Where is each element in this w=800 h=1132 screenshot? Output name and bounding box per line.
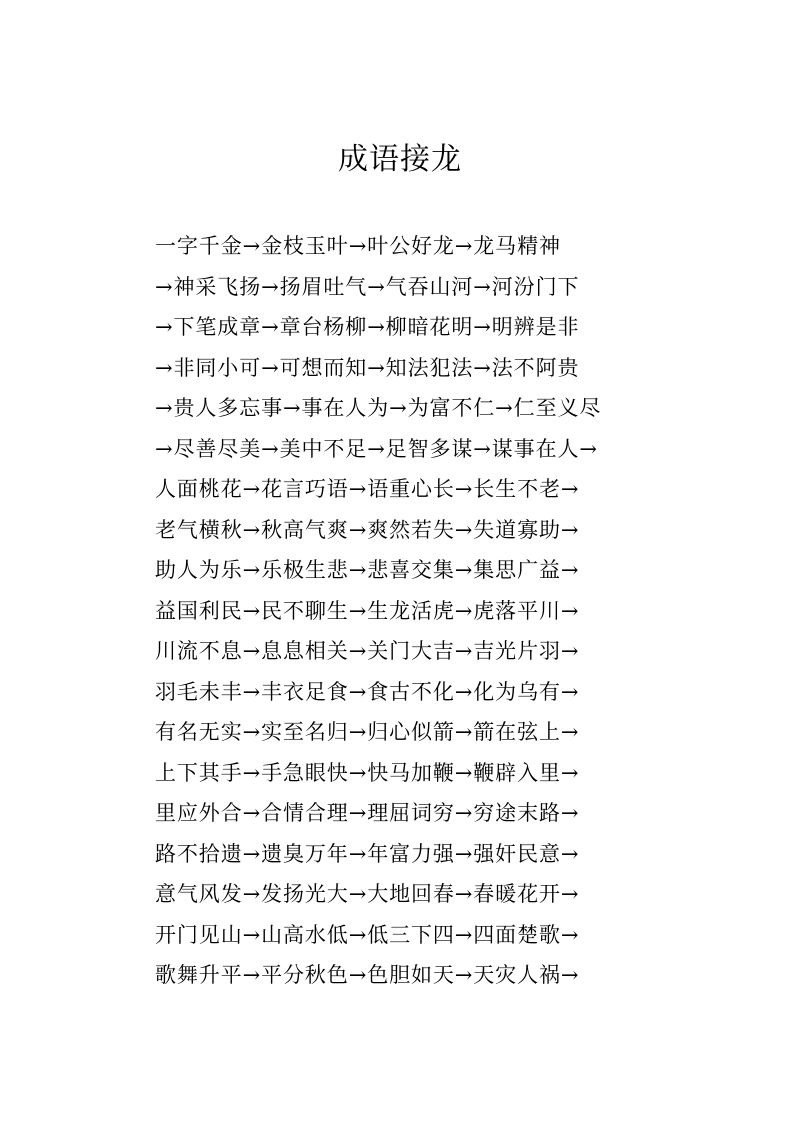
text-line: 一字千金→金枝玉叶→叶公好龙→龙马精神 bbox=[155, 234, 561, 258]
text-line: 老气横秋→秋高气爽→爽然若失→失道寡助→ bbox=[155, 517, 580, 542]
text-line: 上下其手→手急眼快→快马加鞭→鞭辟入里→ bbox=[155, 760, 580, 785]
text-line: 开门见山→山高水低→低三下四→四面楚歌→ bbox=[155, 922, 580, 947]
text-line: →神采飞扬→扬眉吐气→气吞山河→河汾门下 bbox=[155, 274, 580, 299]
idiom-chain-text bbox=[155, 226, 675, 996]
text-line: →尽善尽美→美中不足→足智多谋→谋事在人→ bbox=[155, 436, 598, 461]
text-line: 助人为乐→乐极生悲→悲喜交集→集思广益→ bbox=[155, 558, 580, 582]
text-line: →下笔成章→章台杨柳→柳暗花明→明辨是非 bbox=[155, 315, 580, 339]
text-line: 意气风发→发扬光大→大地回春→春暖花开→ bbox=[155, 882, 580, 906]
page-title: 成语接龙 bbox=[338, 142, 462, 177]
text-line: 里应外合→合情合理→理屈词穷→穷途末路→ bbox=[155, 801, 580, 825]
text-line: 羽毛未丰→丰衣足食→食古不化→化为乌有→ bbox=[155, 679, 580, 704]
text-line: →贵人多忘事→事在人为→为富不仁→仁至义尽 bbox=[155, 396, 602, 420]
text-line: →非同小可→可想而知→知法犯法→法不阿贵 bbox=[155, 355, 580, 380]
text-line: 益国利民→民不聊生→生龙活虎→虎落平川→ bbox=[155, 598, 580, 623]
text-line: 歌舞升平→平分秋色→色胆如天→天灾人祸→ bbox=[155, 963, 580, 987]
text-line: 有名无实→实至名归→归心似箭→箭在弦上→ bbox=[155, 720, 580, 744]
text-line: 川流不息→息息相关→关门大吉→吉光片羽→ bbox=[155, 639, 580, 663]
text-line: 路不拾遗→遗臭万年→年富力强→强奸民意→ bbox=[155, 841, 580, 866]
text-line: 人面桃花→花言巧语→语重心长→长生不老→ bbox=[155, 477, 580, 501]
